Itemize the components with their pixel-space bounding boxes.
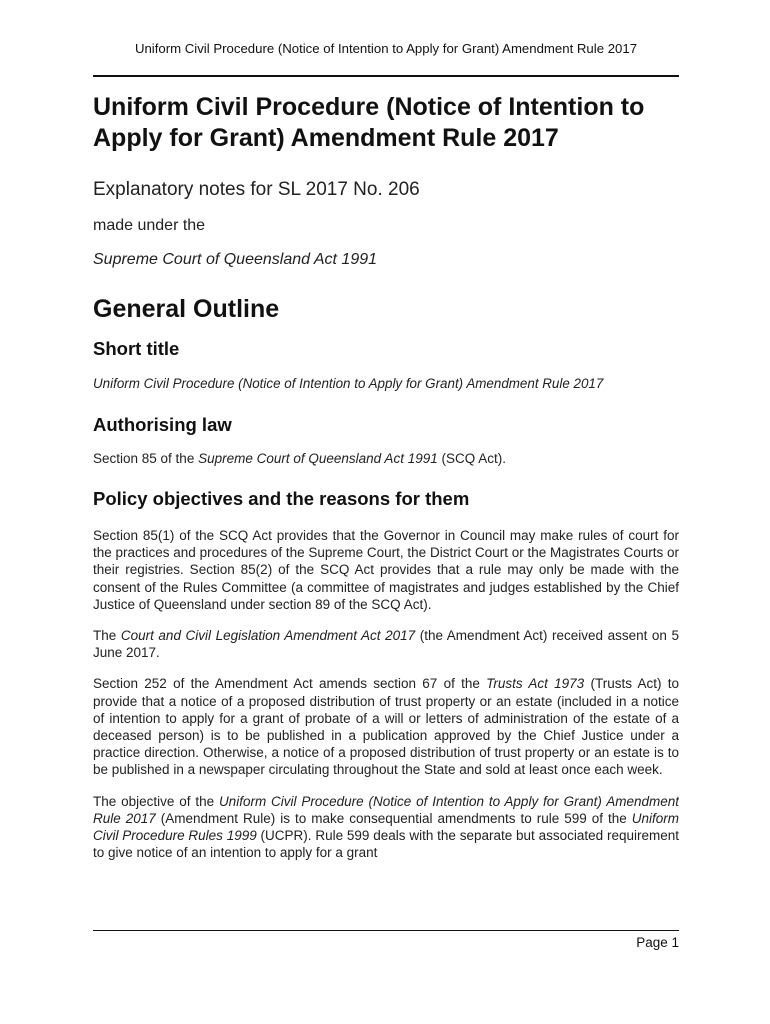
document-subtitle: Explanatory notes for SL 2017 No. 206: [93, 179, 420, 200]
policy-paragraph-2: [93, 627, 679, 661]
made-under-text: made under the: [93, 217, 206, 234]
p3-pre: Section 252 of the Amendment Act amends section 67 of the: [93, 676, 487, 692]
p4-mid: (Amendment Rule) is to make consequential amendments to rule 599 of the: [155, 810, 632, 826]
p2-post: (the Amendment Act) received assent on 5 June 2017.: [93, 628, 680, 661]
policy-paragraph-4: [93, 793, 679, 862]
policy-paragraph-3: [93, 675, 679, 778]
footer-rule: [93, 930, 679, 931]
document-title: Uniform Civil Procedure (Notice of Intention to Apply for Grant) Amendment Rule 2017: [93, 93, 645, 152]
document-body: [93, 92, 679, 861]
authorising-law-pre: Section 85 of the: [93, 451, 199, 466]
short-title-heading: Short title: [93, 338, 180, 359]
policy-objectives-heading: Policy objectives and the reasons for them: [93, 488, 470, 509]
header-rule: [93, 75, 679, 77]
p4-post: (UCPR). Rule 599 deals with the separate but associated requirement to give notice of an intention to apply for a grant: [93, 828, 679, 861]
short-title-text: Uniform Civil Procedure (Notice of Intention to Apply for Grant) Amendment Rule 2017: [93, 376, 604, 391]
p3-post: (Trusts Act) to provide that a notice of a proposed distribution of trust property or an estate (included in a notice of intention to apply for a grant of probate of a will or letters of administration of the estate of a deceased person) is to be published in a publication approved by the Chief Justice under a practice direction. Otherwise, a notice of a proposed distribution of trust property or an estate is to be published in a newspaper circulating throughout the State and sold at least once each week.: [93, 676, 679, 778]
p4-rule: Uniform Civil Procedure (Notice of Intention to Apply for Grant) Amendment Rule 2017: [93, 793, 679, 826]
p2-pre: The: [93, 628, 121, 644]
authorising-act-name: Supreme Court of Queensland Act 1991: [93, 251, 378, 268]
authorising-law-text: [93, 450, 679, 467]
authorising-law-act: Supreme Court of Queensland Act 1991: [198, 451, 438, 466]
policy-paragraph-1: Section 85(1) of the SCQ Act provides that the Governor in Council may make rules of court for the practices and procedures of the Supreme Court, the District Court or the Magistrates Courts or their registries. Section 85(2) of the SCQ Act provides that a rule may only be made with the consent of the Rules Committee (a committee of magistrates and judges established by the Chief Justice of Queensland under section 89 of the SCQ Act).: [93, 528, 680, 612]
authorising-law-post: (SCQ Act).: [437, 451, 506, 466]
running-header: Uniform Civil Procedure (Notice of Intention to Apply for Grant) Amendment Rule 2017: [134, 41, 638, 56]
p2-act: Court and Civil Legislation Amendment Act 2017: [120, 628, 416, 644]
page-number: Page 1: [636, 935, 679, 950]
p4-act: Uniform Civil Procedure Rules 1999: [93, 810, 679, 844]
p4-pre: The objective of the: [93, 793, 219, 809]
authorising-law-heading: Authorising law: [93, 414, 232, 435]
general-outline-heading: General Outline: [93, 295, 280, 323]
p3-act: Trusts Act 1973: [486, 676, 585, 692]
